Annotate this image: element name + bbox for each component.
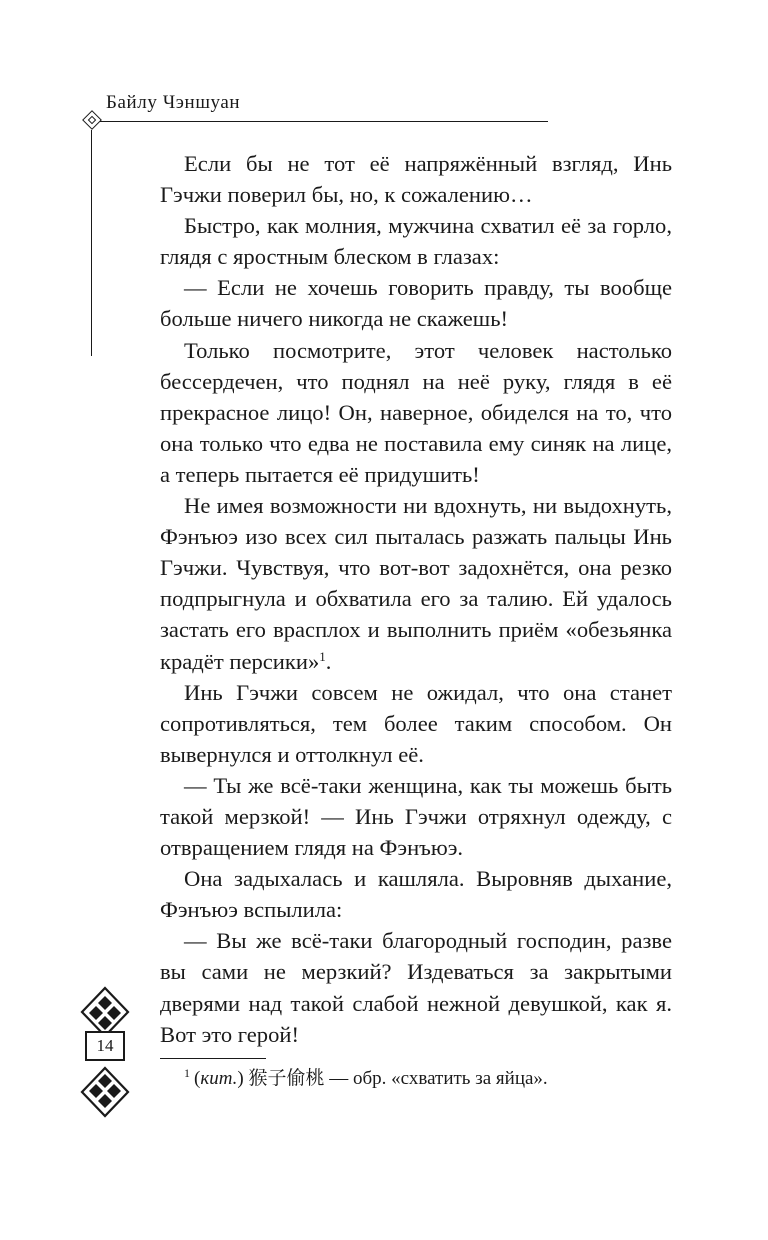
running-head: Байлу Чэншуан <box>106 92 241 113</box>
paragraph: Не имея возможности ни вдохнуть, ни выдохнуть, Фэнъюэ изо всех сил пыталась разжать пальцы Инь Гэчжи. Чувствуя, что вот-вот задохнётся, она резко подпрыгнула и обхватила его за талию. Ей удалось застать его врасплох и выполнить приём «обезьянка крадёт персики»$^1$. <box>160 493 672 674</box>
footnote-chinese: 猴子偷桃 <box>248 1068 325 1089</box>
paragraph: Она задыхалась и кашляла. Выровняв дыхание, Фэнъюэ вспылила: <box>160 866 672 923</box>
footnote-number: 1 <box>184 1066 190 1080</box>
footnote-reference[interactable]: 1 <box>319 648 326 664</box>
paragraph: Быстро, как молния, мужчина схватил её за горло, глядя с яростным блеском в глазах: <box>160 213 672 270</box>
paragraph: — Если не хочешь говорить правду, ты вообще больше ничего никогда не скажешь! <box>160 275 672 332</box>
paragraph: Только посмотрите, этот человек настолько бессердечен, что поднял на неё руку, глядя в её прекрасное лицо! Он, наверное, обиделся на то, что она только что едва не поставила ему синяк на лице, а теперь пытается её придушить! <box>160 337 672 487</box>
footnote-rule <box>160 1058 266 1059</box>
paragraph: Инь Гэчжи совсем не ожидал, что она станет сопротивляться, тем более таким способом. Он вывернулся и оттолкнул её. <box>160 679 672 767</box>
footnote: $^1$ (кит.) 猴子偷桃 — обр. «схватить за яйца». <box>184 1066 548 1089</box>
header-diamond-ornament <box>82 110 102 130</box>
footnote-text: — обр. «схватить за яйца». <box>329 1068 548 1089</box>
paragraph: Если бы не тот её напряжённый взгляд, Инь Гэчжи поверил бы, но, к сожалению… <box>160 151 672 208</box>
footnote-lang-note: кит. <box>200 1068 238 1089</box>
paragraph: — Вы же всё-таки благородный господин, разве вы сами не мерзкий? Издеваться за закрытыми дверями над такой слабой нежной девушкой, как я. Вот это герой! <box>160 928 672 1047</box>
side-rule <box>91 130 92 356</box>
body-text <box>160 148 672 1050</box>
page-number: 14 <box>96 1036 114 1055</box>
header-rule <box>100 121 548 122</box>
paragraph: — Ты же всё-таки женщина, как ты можешь быть такой мерзкой! — Инь Гэчжи отряхнул одежду, с отвращением глядя на Фэнъюэ. <box>160 772 672 861</box>
